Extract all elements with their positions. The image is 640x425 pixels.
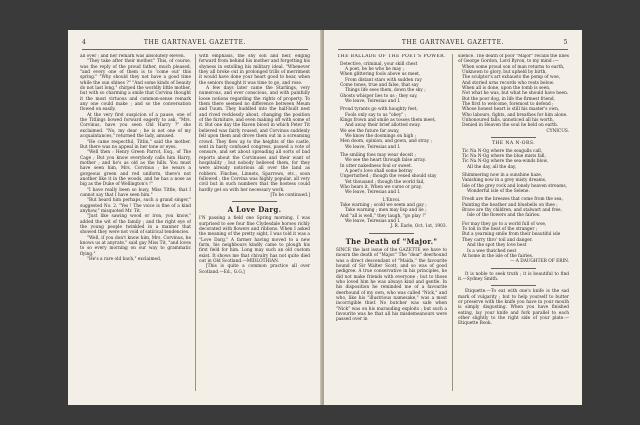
section-rule: [491, 285, 535, 286]
verse-line: When glittering fools above us meet,: [340, 72, 421, 78]
left-header-title: THE GARTNAVEL GAZETTE.: [143, 39, 247, 46]
right-page: [324, 30, 582, 405]
verse-line: Tic Na N-Og where the blue mists fall,: [462, 154, 546, 159]
quote: Etiquette.—To eat with one's knife is the sad mark of vulgarity ; but to help yourself to butter or preserve with the knife you have in your mouth is simply disgusting. When you have finished eating, lay your knife and fork parallel to each other slightly to the right side of your plate.—Etiquette Book.: [458, 289, 569, 327]
verse-line: And the spot they love best: [467, 243, 527, 249]
paragraph: "I have really been so busy, Miss Tittle, that I cannot say that I have seen him.": [80, 187, 191, 198]
verse-line: For may they go to a world full of woe,: [462, 221, 547, 227]
verse-line: Yet thousand ; though the world fail,: [345, 179, 425, 185]
left-column-2: [199, 54, 310, 395]
verse-line: Isle of the grey rock and lonely heaven streams,: [462, 183, 567, 189]
verse-line: Kings frown and smile as tosses them meet,: [340, 117, 436, 123]
verse-line: Who hears it. When we curse or pray,: [340, 185, 422, 191]
verse-line: Unknown to glory, but upheld by birth,: [462, 70, 547, 76]
paragraph: "Well then : Henry Green Parrot, Esq., of The Cage ; But you know everybody calls him Harry, mother ; and he's as old as the hills. You must have seen him, Mrs. Corvinus ; he wears a gorgeous green and red uniform, there's not another like it in the woods, and he has a nose as big as the Duke of Wellington's !": [80, 150, 191, 188]
verse-line: Who labours, fights, and breathes for him alone.: [462, 112, 568, 118]
verse-line: And away their brief allotted sway.: [345, 123, 421, 129]
verse-line: At home in the isle of the fairies.: [462, 253, 534, 259]
paragraph: A few days later came the Starlings, very numerous, and ever conscious, and with painfully loose notions regarding the rights of property. To them there seemed no difference between Meum and Tuum. They huddled into the half-built nest and rived recklessly about, changing the position of the furniture, and even making off with some of it. But one day the Raven blood in which Peter Tit believed was fairly roused, and Corvinus suddenly fell upon them and drove them out in a screaming crowd. They flew up to the heights of the castle, sent in hasty confused congress, passed a vote of censure, and set about spreading all sorts of bad reports about the Corvinuses and their want of hospitality ; but nobody believed them, for they were already notorious all over the land as robbers. Finches, Linnets, Sparrows, etc., soon followed ; the Corvina was highly popular, all very civil but in such numbers that the hostess could hardly get on with her necessary work.: [199, 86, 310, 193]
verse-line: When some proud son of man returns to earth,: [462, 64, 565, 70]
love-darg-body: I'N passing a field one Spring morning, I was surprised to see four fine Clydesdale horses richly decorated with flowers and ribbons. When I asked the meaning of the pretty sight, I was told it was a "Love Darg." A farmer having moved to a new farm, his neighbours kindly came to plough his first field for him. Long may such an old custom exist. It shows me that chivalry has not quite died out in Old Scotland.—MIDLOTHIAN.: [199, 216, 310, 265]
paragraph: "Well, if you don't know him, Mrs. Corvinus, he knows us at anyrate," said gay Miss Tit, "and loves to so every morning on our way to grammatic flying.": [80, 235, 191, 257]
quote: It is noble to seek truth ; it is beautiful to find it.—Sydney Smith.: [458, 271, 569, 282]
verse-line: Come tones, true and false, that say: [340, 82, 419, 88]
verse-line: Take warning ; scold we seem and gay ;: [340, 203, 427, 209]
envoi-title: L'Envoi.: [382, 197, 401, 203]
verse-line: Denied in Heaven the soul he held on earth.: [462, 123, 559, 129]
verse-line: Wonderful isle of the Selene.: [467, 189, 530, 195]
paragraph: "He came respectful, Titlin," said the mother. But there was no appeal in her tone or eyes.: [80, 139, 191, 150]
verse-line: Isle of the flowers and the fairies.: [467, 213, 541, 219]
paragraph: "They take after their mother." This, of course, was the reply of the proud father, much pleased, "and every one of them is to 'come out' this spring." "Why should they not have a good time while the sun shines ?" "And some kinds of beauty do not last long," chirped the worldly little mother, but with so charming a smile that Corvina thought it the most virtuous and common-sense remark any one could make ; and so the conversation flowed on easily.: [80, 59, 191, 113]
verse-line: Tic Na N-Og where the seagulls call,: [462, 148, 543, 154]
column-divider: [452, 54, 453, 391]
verse-line: The smiling foes may wear deceit ;: [340, 153, 416, 158]
verse-line: From distant stars with sudden ray: [345, 77, 422, 83]
left-page: [68, 30, 322, 405]
section-rule: [491, 137, 535, 138]
verse-line: A poet's love shall some betray: [345, 169, 413, 175]
love-darg-heading: A Love Darg.: [227, 205, 282, 215]
refrain-line: We leave, Teiresias and I.: [345, 190, 401, 196]
section-rule: [232, 201, 276, 202]
ballade-stanza-3: [336, 153, 447, 196]
verse-line: Is a wee thatched nest: [467, 248, 517, 254]
signature-erin: — A DAUGHTER OF ERIN.: [510, 259, 569, 265]
to-be-continued: [To be continued.]: [270, 192, 310, 198]
verse-line: We see the future far away,: [340, 128, 400, 134]
verse-line: Not what he was, but what he should have been.: [462, 91, 569, 97]
verse-line: But a yearning smile from their beautiful isle: [462, 232, 561, 238]
verse-line: Proud tyrants go with haughty feet,: [340, 107, 418, 113]
na-heading: THE NA N-ORS.: [491, 141, 536, 147]
refrain-line: We leave, Teiresias and I.: [345, 98, 401, 104]
ballade-stanza-1: [336, 62, 447, 105]
section-rule: [369, 233, 413, 234]
verse-line: They carry thro' toil and danger.: [462, 237, 533, 243]
verse-line: Brave are thy children, and stalwart and free,: [462, 208, 562, 214]
verse-line: Take warning ; men may lisp and lie ;: [345, 208, 427, 214]
verse-line: Painting the heather and bluebells on thee ;: [462, 202, 558, 208]
refrain-line: We leave, Teiresias and I.: [345, 144, 401, 150]
right-column-1: [336, 54, 447, 395]
paragraph: "But heard him perhaps, such a grand singer," suggested No. 2. "Yes ! The voice is fine of a kind anyhow," misquoted Mr. Tit.: [80, 198, 191, 214]
refrain-line: We leave, Teiresias and I.: [345, 219, 401, 225]
right-column-2: [458, 54, 569, 395]
left-column-1: [80, 54, 191, 395]
verse-line: Unhonoured falls, unnoticed all his worth,: [462, 118, 555, 124]
paragraph: silence. The death of poor "Major" recalls the lines of George Gordon, Lord Byron, to my mind :—: [458, 54, 569, 65]
verse-line: A poet, be he who he may ;: [345, 66, 405, 72]
verse-line: The first to welcome, foremost to defend ;: [462, 102, 554, 108]
ballade-signature: J. R. Earle, Oct. 1st, 1903.: [390, 224, 447, 230]
signature-cynicus: CYNICUS.: [546, 128, 569, 134]
paragraph: "Just like sawing wood or iron, you know," added the wit of the family ; and the right eye of the young people twinkled in a manner that showed they were not void of satirical tendencies.: [80, 214, 191, 236]
editor-note: [This is quite a common practice all over Scotland.—Ed., G.G.]: [199, 264, 310, 275]
major-heading: The Death of "Major.": [345, 236, 438, 246]
verse-line: Fresh are the breezes that come from the sea,: [462, 197, 563, 203]
paragraph: with emphasis, the shy son and heir, edging forward from behind his mother and forgetting his shyness in extolling his military ideal. "Whenever they all broke out in prolonged trills of merriment it would have done your heart good to hear, when the seniors thought it was time to go, and rose.: [199, 54, 310, 86]
verse-line: We see the heart through false array.: [345, 158, 426, 164]
verse-line: Shimmering now in a sunshine haze,: [462, 173, 543, 179]
left-page-number: 4: [82, 39, 87, 46]
left-page-header: [82, 39, 308, 50]
section-rule: [491, 268, 535, 269]
verse-line: Detective, criminal, your skill chest: [340, 61, 418, 67]
right-header-title: THE GARTNAVEL GAZETTE.: [401, 39, 505, 46]
paragraph: "He's a rare old bach," exclaimed,: [87, 257, 162, 263]
verse-line: Tic Na N-Og where the sea-winds blow,: [462, 159, 549, 165]
column-divider: [195, 54, 196, 391]
paragraph: At the very first suspicion of a pause, one of the Titlings bowed forward eagerly to ask, "Mrs. Corvinus, have you seen Old Harry ?" she exclaimed. "No, my dear ; he is not one of my acquaintances," returned the lady, amused.: [80, 112, 191, 140]
verse-line: And storied urns records who rests below.: [462, 80, 555, 86]
paragraph: all over ; and her remark was absolutely eleven.: [80, 54, 185, 59]
verse-line: Vanishing now in a grey misty dreams,: [462, 178, 547, 184]
verse-line: Things life sees them, down the sky ;: [345, 88, 426, 94]
verse-line: Ghosts whisper lies to us ; they say,: [340, 93, 418, 99]
verse-line: We know the doomings on high ;: [345, 133, 417, 139]
verse-line: All the day, all the day,: [467, 164, 517, 170]
verse-line: The sculptor's art exhausts the pomp of woe,: [462, 75, 561, 81]
ballade-title: THE BALLADE OF THE POET'S POWER.: [337, 54, 446, 59]
verse-line: When all is done, upon the tomb is seen,: [462, 86, 551, 92]
right-page-number: 5: [563, 39, 568, 46]
verse-line: In utter nakedness foul or sweet.: [340, 163, 413, 169]
verse-line: Men doom, opinion, and gown, and stray ;: [340, 139, 432, 145]
verse-line: To toil in the heat of the stranger ;: [462, 227, 538, 233]
verse-line: Whose honest heart is still his master's own,: [462, 107, 560, 113]
verse-line: And "all is well," they laugh, "go play !": [340, 213, 426, 219]
verse-line: Fools only say to us "obey" ;: [345, 112, 407, 118]
ballade-stanza-2: [336, 107, 447, 150]
right-page-header: [338, 39, 568, 50]
verse-line: Unperturbed ; though the vexed should stay: [340, 174, 437, 180]
major-body: SINCE the last issue of the GAZETTE we have to mourn the death of "Major." The "dear" deerhound was a direct descendant of "Maida," the favourite hound of Sir Walter Scott, and so was of good pedigree. A true conservative in his principles, he did not make friends with everyone ; but to those who loved him he was always kind and gentle. In his disposition he reminded me of a favourite deerhound of my own, who was called "Nick," and who, like his "illustrious namesake," was a most incorrigible thief. No butcher was safe when "Nick" was on his marauding exploits ; but such a favourite was he that all his misdemeanours were passed over in: [336, 247, 447, 323]
verse-line: But the poor dog, in life the firmest friend,: [462, 96, 556, 102]
